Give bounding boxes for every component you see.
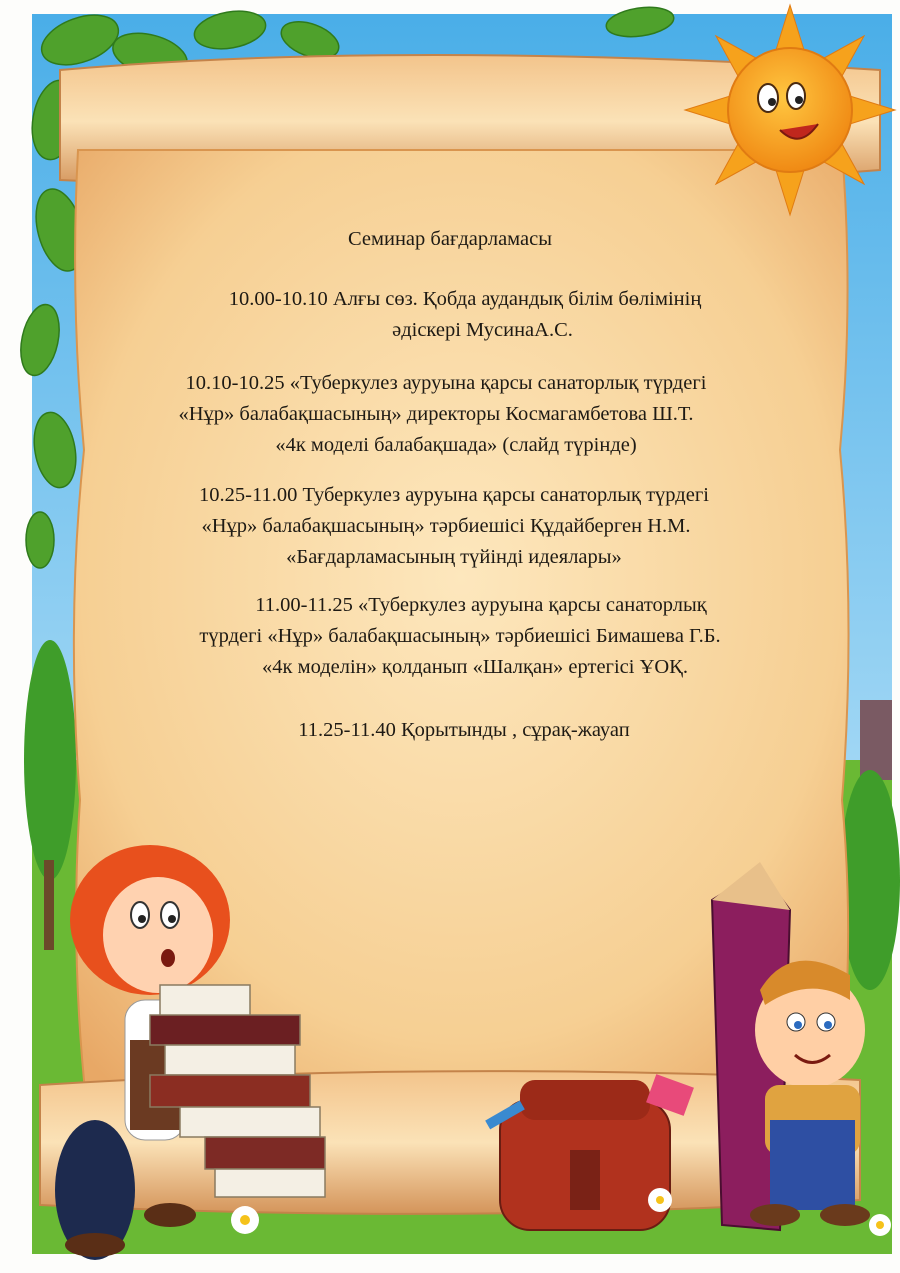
program-line: «Нұр» балабақшасының» директоры Космагамбетова Ш.Т. xyxy=(178,403,694,425)
program-title: Семинар бағдарламасы xyxy=(348,228,552,250)
program-line: 10.00-10.10 Алғы сөз. Қобда аудандық білім бөлімінің xyxy=(228,288,702,310)
tree-right xyxy=(840,770,900,990)
program-item-5 xyxy=(14,715,900,746)
program-line: «4к моделі балабақшада» (слайд түрінде) xyxy=(275,434,637,456)
program-line: 11.25-11.40 Қорытынды , сұрақ-жауап xyxy=(298,719,630,741)
program-item-4 xyxy=(20,590,900,683)
program-line: 11.00-11.25 «Туберкулез ауруына қарсы санаторлық xyxy=(255,594,707,616)
program-item-2 xyxy=(0,368,896,461)
program-line: 10.10-10.25 «Туберкулез ауруына қарсы санаторлық түрдегі xyxy=(185,372,707,394)
program-line: әдіскері МусинаА.С. xyxy=(392,319,573,341)
program-line: түрдегі «Нұр» балабақшасының» тәрбиешісі Бимашева Г.Б. xyxy=(199,625,721,647)
program-line: «4к моделін» қолданып «Шалқан» ертегісі ҰОҚ. xyxy=(262,656,688,678)
program-line: «Нұр» балабақшасының» тәрбиешісі Құдайберген Н.М. xyxy=(201,515,691,537)
program-item-3 xyxy=(4,480,900,573)
program-item-1 xyxy=(15,284,900,346)
sun xyxy=(685,5,895,215)
program-line: «Бағдарламасының түйінді идеялары» xyxy=(286,546,622,568)
program-line: 10.25-11.00 Туберкулез ауруына қарсы санаторлық түрдегі xyxy=(199,484,709,506)
